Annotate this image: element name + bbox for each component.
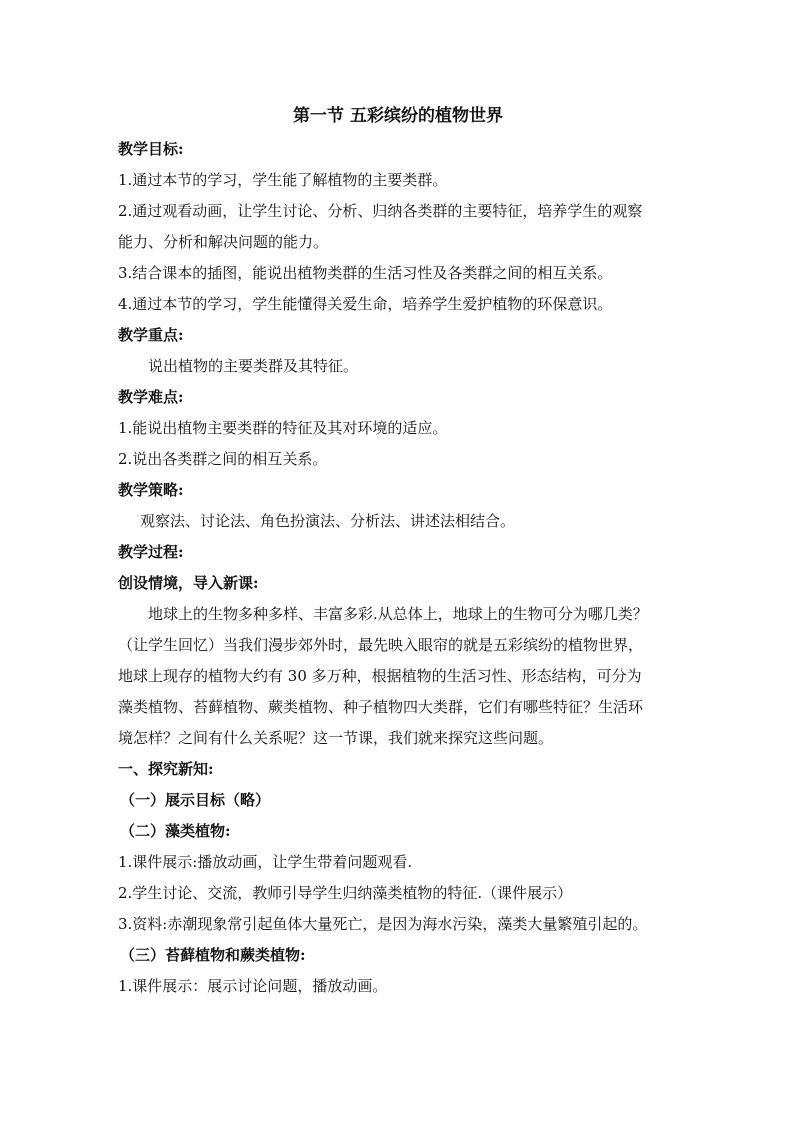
strategy-text: 观察法、讨论法、角色扮演法、分析法、讲述法相结合。 [140, 512, 516, 530]
document-page [118, 102, 678, 1002]
strategy-heading: 教学策略: [118, 481, 184, 499]
section2-heading: （二）藻类植物: [120, 822, 231, 840]
key-points-text: 说出植物的主要类群及其特征。 [148, 357, 359, 375]
intro-paragraph-line: 境怎样？之间有什么关系呢？这一节课，我们就来探究这些问题。 [118, 729, 554, 747]
explore-heading: 一、探究新知: [118, 760, 214, 778]
objective-item: 3.结合课本的插图，能说出植物类群的生活习性及各类群之间的相互关系。 [118, 264, 613, 282]
objective-item-continued: 能力、分析和解决问题的能力。 [118, 233, 329, 251]
intro-heading: 创设情境，导入新课: [118, 574, 259, 592]
document-title: 第一节 五彩缤纷的植物世界 [293, 106, 503, 126]
section2-item: 2.学生讨论、交流，教师引导学生归纳藻类植物的特征.（课件展示） [118, 884, 573, 902]
section2-item: 3.资料:赤潮现象常引起鱼体大量死亡，是因为海水污染，藻类大量繁殖引起的。 [118, 915, 648, 933]
intro-paragraph-line: 地球上的生物多种多样、丰富多彩.从总体上，地球上的生物可分为哪几类？ [148, 605, 648, 623]
difficulties-heading: 教学难点: [118, 388, 184, 406]
process-heading: 教学过程: [118, 543, 184, 561]
difficulty-item: 2.说出各类群之间的相互关系。 [118, 450, 328, 468]
objective-item: 4.通过本节的学习，学生能懂得关爱生命，培养学生爱护植物的环保意识。 [118, 295, 613, 313]
intro-paragraph-line: （让学生回忆）当我们漫步郊外时，最先映入眼帘的就是五彩缤纷的植物世界， [118, 636, 644, 654]
key-points-heading: 教学重点: [118, 326, 184, 344]
difficulty-item: 1.能说出植物主要类群的特征及其对环境的适应。 [118, 419, 448, 437]
objective-item: 1.通过本节的学习，学生能了解植物的主要类群。 [118, 171, 448, 189]
objective-item: 2.通过观看动画，让学生讨论、分析、归纳各类群的主要特征，培养学生的观察 [118, 202, 643, 220]
intro-paragraph-line: 地球上现存的植物大约有 30 多万种，根据植物的生活习性、形态结构，可分为 [118, 667, 642, 685]
section3-item: 1.课件展示：展示讨论问题，播放动画。 [118, 977, 388, 995]
section1-heading: （一）展示目标（略） [120, 791, 271, 809]
section3-heading: （三）苔藓植物和蕨类植物: [120, 946, 306, 964]
intro-paragraph-line: 藻类植物、苔藓植物、蕨类植物、种子植物四大类群，它们有哪些特征？生活环 [118, 698, 644, 716]
section2-item: 1.课件展示:播放动画，让学生带着问题观看. [118, 853, 413, 871]
objectives-heading: 教学目标: [118, 140, 184, 158]
